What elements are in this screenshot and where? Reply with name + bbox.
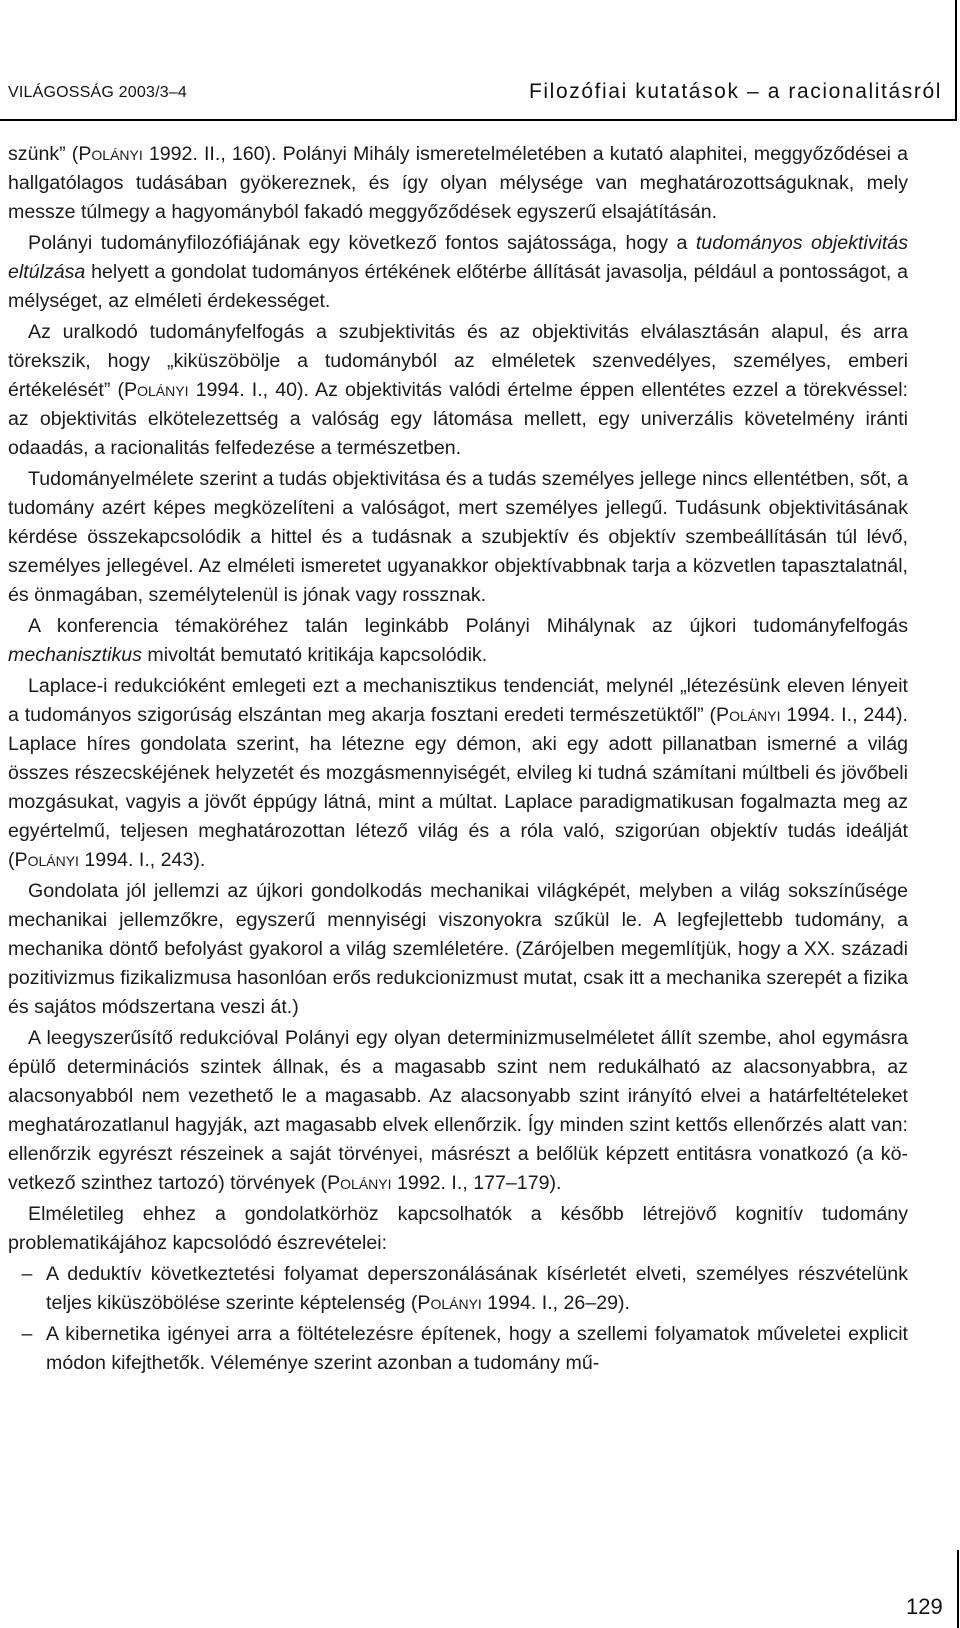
small-caps-name: olányi (91, 143, 143, 165)
header-horizontal-rule (0, 119, 957, 121)
paragraph: szünk” (Polányi 1992. II., 160). Polányi Mihály ismeretelméletében a kutató alaphitei, meggyőződései a hallgatólagos tudásában gyökereznek, és így olyan mélysége van meghatározottságuknak, mely messze túlmegy a hagyományból fakadó meggyőződések egyszerű elsajátításán. (8, 143, 909, 223)
paragraph: Elméletileg ehhez a gondolatkörhöz kapcsolhatók a később létrejövő kognitív tudomány problematikájához kapcsolódó észrevételei: (8, 1203, 908, 1254)
header-vertical-rule (955, 0, 957, 120)
paragraph: Az uralkodó tudományfelfogás a szubjektivitás és az objektivitás elválasztásán alapul, és arra törekszik, hogy „kiküszöbölje a tudományból az elméletek szenvedélyes, személyes, emberi értékelését” (Polányi 1994. I., 40). Az objektivitás valódi értelme éppen ellentétes ezzel a törekvéssel: az objektivitás elkötelezettség a valóság egy látomása mellett, egy univerzális követelmény iránti odaadás, a racionalitás felfedezése a természetben. (8, 321, 908, 459)
paragraph: Tudományelmélete szerint a tudás objektivitása és a tudás személyes jellege nincs ellentétben, sőt, a tudomány azért képes megközelíteni a valóságot, mert személyes jellegű. Tudásunk objektivitásának kérdése összekapcsolódik a hittel és a tudásnak a szubjektív és objektív szembeállításán túl lévő, személyes jellegével. Az elméleti ismeretet ugyanakkor objektívabbnak tarja a közvetlen tapasztalatnál, és önmagában, személytelenül is jónak vagy rossznak. (8, 468, 908, 606)
italic-text: tudományos objektivitás eltúlzása (8, 232, 908, 283)
paragraph: A konferencia témaköréhez talán leginkább Polányi Mihálynak az újkori tudományfelfogás mechanisztikus mivoltát bemutató kritikája kapcsolódik. (8, 615, 908, 666)
list-dash: – (21, 1323, 33, 1345)
small-caps-name: olányi (137, 379, 189, 401)
page-number: 129 (906, 1594, 943, 1619)
paragraph: Gondolata jól jellemzi az újkori gondolkodás mechanikai világképét, melyben a világ sokszínűsége mechanikai jellemzőkre, egyszerű mennyiségi viszonyokra szűkül le. A legfejlettebb tudomány, a mechanika döntő befolyást gyakorol a világ szemléletére. (Zárójelben megemlítjük, hogy a XX. századi pozitivizmus fizikalizmusa hasonlóan erős redukcionizmust mutat, csak itt a mechanika szerepét a fizika és sajátos módszertana veszi át.) (8, 880, 908, 1018)
list-item: – A kibernetika igényei arra a föltételezésre építenek, hogy a szellemi folyamatok műveletei explicit módon kifejthetők. Véleménye szerint azonban a tudomány mű- (8, 1320, 908, 1378)
small-caps-name: olányi (729, 704, 781, 726)
paragraph: Laplace-i redukcióként emlegeti ezt a mechanisztikus tendenciát, melynél „létezésünk eleven lényeit a tudományos szigorúság elszántan meg akarja fosztani eredeti természetüktől” (Polányi 1994. I., 244). Laplace híres gondolata szerint, ha létezne egy démon, aki egy adott pillanatban ismerné a világ összes részecskéjének helyzetét és mozgásmennyiségét, elvileg ki tudná számítani múltbeli és jövőbeli mozgásukat, vagyis a jövőt éppúgy látná, mint a múltat. Laplace paradigmatikusan fogalmazta meg az egyértelmű, teljesen meghatározottan létező világ és a róla való, szigorúan objektív tudás ideálját (Polányi 1994. I., 243). (8, 675, 908, 871)
small-caps-name: olányi (27, 849, 79, 871)
list-dash: – (21, 1263, 33, 1285)
paragraph: A leegyszerűsítő redukcióval Polányi egy olyan determinizmuselméletet állít szembe, ahol egymásra épülő determinációs szintek állnak, és a magasabb szint nem redukálható az alacsonyabbra, az alacsonyabból nem vezethető le a magasabb. Az alacsonyabb szint irányító elvei a határfeltételeket meghatározatlanul hagyják, azt magasabb elvek ellenőrzik. Így minden szint kettős ellenőrzés alatt van: ellenőrzik egyrészt részeinek a saját törvényei, másrészt a belőlük képzett entitásra vonatkozó (a következő szinthez tartozó) törvények (Polányi 1992. I., 177–179). (8, 1027, 908, 1194)
small-caps-name: olányi (430, 1292, 482, 1314)
italic-text: mechanisztikus (8, 644, 142, 666)
paragraph: Polányi tudományfilozófiájának egy következő fontos sajátossága, hogy a tudományos objektivitás eltúlzása helyett a gondolat tudományos értékének előtérbe állítását javasolja, például a pontosságot, a mélységet, az elméleti érdekességet. (8, 232, 908, 312)
article-body (8, 140, 908, 1380)
page-number-rule (957, 1550, 959, 1628)
small-caps-name: olányi (340, 1172, 392, 1194)
list-item: – A deduktív következtetési folyamat deperszonálásának kísérletét elveti, személyes részvételünk teljes kiküszöbölése szerinte képtelenség (Polányi 1994. I., 26–29). (8, 1260, 908, 1318)
running-header-section: Filozófiai kutatások – a racionalitásról (528, 80, 942, 103)
running-header-journal: VILÁGOSSÁG 2003/3–4 (8, 84, 188, 101)
